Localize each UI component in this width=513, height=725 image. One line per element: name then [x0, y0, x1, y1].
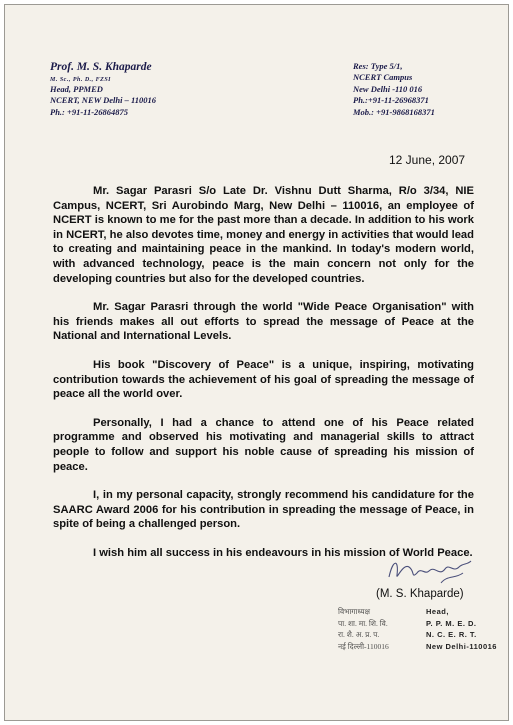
- handwritten-signature: [385, 553, 475, 591]
- paragraph-6: I wish him all success in his endeavours in his mission of World Peace.: [93, 546, 473, 559]
- stamp-english-line-4: New Delhi-110016: [426, 641, 497, 651]
- paragraph-4: Personally, I had a chance to attend one of his Peace related programme and observed his motivating and managerial skills to attract people to follow and support his noble cause of spreading his mission of peace.: [53, 416, 474, 473]
- sender-address: NCERT, NEW Delhi – 110016: [50, 95, 157, 106]
- residence-phone: Ph.:+91-11-26968371: [353, 95, 429, 106]
- stamp-hindi-line-2: पा. शा. मा. शि. वि.: [338, 618, 388, 628]
- stamp-english-line-1: Head,: [426, 607, 449, 616]
- paragraph-1: Mr. Sagar Parasri S/o Late Dr. Vishnu Dutt Sharma, R/o 3/34, NIE Campus, NCERT, Sri Aurobindo Marg, New Delhi – 110016, an employee of NCERT is known to me for the past more than a decade. In addition to his work in NCERT, he also devotes time, money and energy in activities that would lead to creating and maintaining peace in the mankind. In today's modern world, with advanced technology, peace is the main concern not only for the developing countries but also for the developed countries.: [53, 185, 474, 285]
- letter-body: [53, 184, 474, 574]
- paragraph-3: His book "Discovery of Peace" is a unique, inspiring, motivating contribution towards the achievement of his goal of spreading the message of peace all the world over.: [53, 358, 474, 401]
- stamp-english-line-2: P. P. M. E. D.: [426, 618, 477, 628]
- paragraph-5: I, in my personal capacity, strongly recommend his candidature for the SAARC Award 2006 for his contribution in spreading the message of Peace, in spite of being a challenged person.: [53, 489, 474, 531]
- paragraph-2: Mr. Sagar Parasri through the world "Wide Peace Organisation" with his friends makes all out efforts to spread the message of Peace at the National and International Levels.: [53, 301, 474, 343]
- residence-line: Res: Type 5/1,: [353, 61, 403, 71]
- stamp-english-line-3: N. C. E. R. T.: [426, 630, 477, 639]
- signatory-name: (M. S. Khaparde): [376, 588, 464, 600]
- office-stamp-hindi: [338, 606, 389, 652]
- stamp-hindi-line-4: नई दिल्ली-110016: [338, 641, 389, 651]
- stamp-hindi-line-1: विभागाध्यक्ष: [338, 607, 371, 616]
- sender-position: Head, PPMED: [50, 83, 103, 94]
- letter-page: [4, 4, 509, 721]
- stamp-hindi-line-3: रा. शै. अ. प्र. प.: [338, 630, 380, 639]
- city-line: New Delhi -110 016: [353, 83, 423, 94]
- sender-name: Prof. M. S. Khaparde: [50, 61, 152, 73]
- campus-line: NCERT Campus: [353, 72, 413, 83]
- office-stamp-english: [426, 606, 497, 652]
- sender-phone: Ph.: +91-11-26864875: [50, 106, 129, 117]
- letter-date: 12 June, 2007: [389, 153, 466, 167]
- letterhead-right: [353, 61, 435, 118]
- mobile-phone: Mob.: +91-9868168371: [353, 106, 435, 117]
- sender-degrees: M. Sc., Ph. D., FZSI: [50, 76, 112, 83]
- letterhead-left: [50, 60, 156, 118]
